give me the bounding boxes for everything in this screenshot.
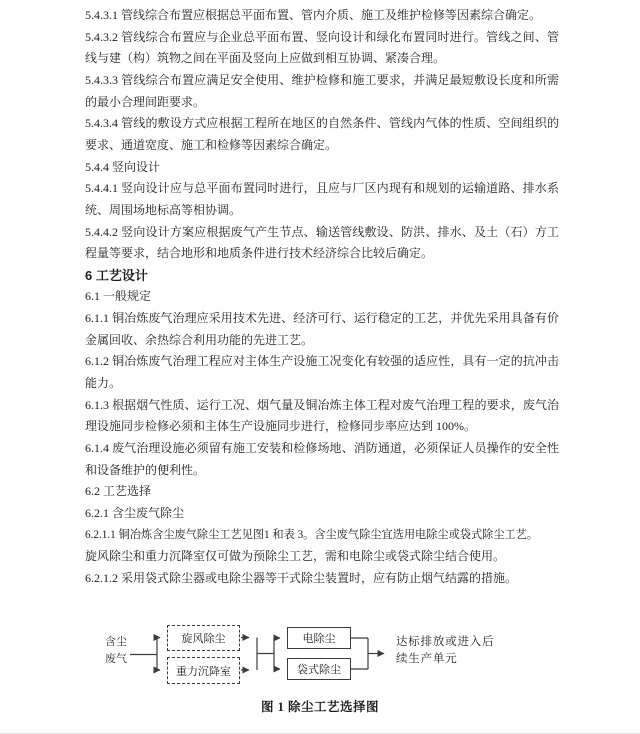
clause-5441-cont: 统、周围场地标高等相协调。 xyxy=(85,202,242,217)
clause-5432-cont: 线与建（构）筑物之间在平面及竖向上应做到相互协调、紧凑合理。 xyxy=(85,51,446,66)
flowchart-box-esp: 电除尘 xyxy=(287,627,351,649)
document-body xyxy=(85,5,559,590)
clause-5433-cont: 的最小合理间距要求。 xyxy=(85,94,206,109)
clause-5441: 5.4.4.1 竖向设计应与总平面布置同时进行，且应与厂区内现有和规划的运输道路、排水系 xyxy=(85,181,559,196)
clause-613-cont: 理设施同步检修必须和主体生产设施同步进行，检修同步率应达到 100%。 xyxy=(85,419,476,434)
clause-614-cont: 和设备维护的便利性。 xyxy=(85,462,206,477)
clause-544-title: 5.4.4 竖向设计 xyxy=(85,159,161,174)
clause-611: 6.1.1 铜冶炼废气治理应采用技术先进、经济可行、运行稳定的工艺，并优先采用具备有价 xyxy=(85,311,559,326)
flowchart-box-gravity: 重力沉降室 xyxy=(167,657,240,684)
clause-611-cont: 金属回收、余热综合利用功能的先进工艺。 xyxy=(85,332,314,347)
clause-614: 6.1.4 废气治理设施必须留有施工安装和检修场地、消防通道，必须保证人员操作的安全性 xyxy=(85,441,559,455)
flowchart-box-bag: 袋式除尘 xyxy=(287,658,351,680)
clause-61-title: 6.1 一般规定 xyxy=(85,289,152,304)
clause-621-title: 6.2.1 含尘废气除尘 xyxy=(85,505,185,520)
flowchart-output-label xyxy=(396,634,494,667)
clause-612-cont: 能力。 xyxy=(85,376,122,391)
input-label-line1: 含尘 xyxy=(105,636,127,648)
figure-caption: 图 1 除尘工艺选择图 xyxy=(260,700,379,714)
section-6-heading: 6 工艺设计 xyxy=(85,267,148,283)
clause-6211: 6.2.1.1 铜冶炼含尘废气除尘工艺见图1 和表 3。含尘废气除尘宜选用电除尘或袋式除尘工艺。 xyxy=(85,528,539,541)
clause-5434: 5.4.3.4 管线的敷设方式应根据工程所在地区的自然条件、管线内气体的性质、空间组织的 xyxy=(85,116,559,131)
clause-5434-cont: 要求、通道宽度、施工和检修等因素综合确定。 xyxy=(85,137,338,152)
flowchart-input-label xyxy=(101,634,131,668)
clause-613: 6.1.3 根据烟气性质、运行工况、烟气量及铜冶炼主体工程对废气治理工程的要求，废气治 xyxy=(85,397,559,412)
clause-5431: 5.4.3.1 管线综合布置应根据总平面布置、管内介质、施工及维护检修等因素综合确定。 xyxy=(85,8,542,22)
output-label-line2: 续生产单元 xyxy=(396,652,458,665)
clause-5432: 5.4.3.2 管线综合布置应与企业总平面布置、竖向设计和绿化布置同时进行。管线之间、管 xyxy=(85,29,559,44)
input-label-line2: 废气 xyxy=(105,653,127,665)
clause-5433: 5.4.3.3 管线综合布置应满足安全使用、维护检修和施工要求，并满足最短敷设长度和所需 xyxy=(85,72,559,87)
flowchart-box-cyclone: 旋风除尘 xyxy=(167,625,240,651)
clause-6212: 6.2.1.2 采用袋式除尘器或电除尘器等干式除尘装置时，应有防止烟气结露的措施。 xyxy=(85,570,518,585)
clause-5442: 5.4.4.2 竖向设计方案应根据废气产生节点、输送管线敷设、防洪、排水、及土（石）方工 xyxy=(85,224,559,239)
clause-612: 6.1.2 铜冶炼废气治理工程应对主体生产设施工况变化有较强的适应性，具有一定的抗冲击 xyxy=(85,354,559,369)
clause-6211-cont: 旋风除尘和重力沉降室仅可做为预除尘工艺，需和电除尘或袋式除尘结合使用。 xyxy=(85,549,506,564)
output-label-line1: 达标排放或进入后 xyxy=(396,636,495,648)
clause-62-title: 6.2 工艺选择 xyxy=(85,484,152,499)
clause-5442-cont: 程量等要求，结合地形和地质条件进行技术经济综合比较后确定。 xyxy=(85,246,434,261)
